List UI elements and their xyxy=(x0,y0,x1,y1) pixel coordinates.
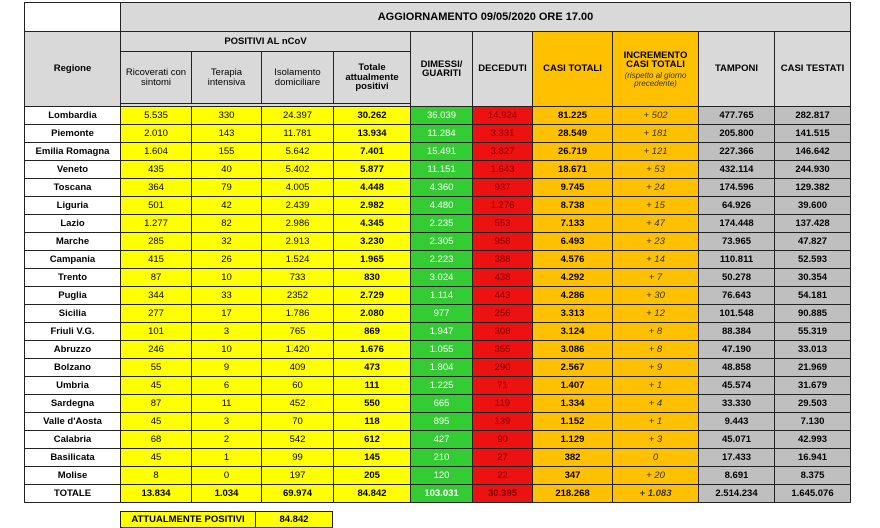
home-isolation-header: Isolamento domiciliare xyxy=(262,52,334,104)
tested-cell: 47.827 xyxy=(775,233,851,251)
swabs-cell: 64.926 xyxy=(699,197,775,215)
region-cell: Sicilia xyxy=(25,305,121,323)
intensive-cell: 2 xyxy=(192,431,262,449)
discharged-cell: 3.024 xyxy=(411,269,473,287)
table-row xyxy=(25,107,851,125)
discharged-cell: 1.947 xyxy=(411,323,473,341)
region-cell: Basilicata xyxy=(25,449,121,467)
hospitalized-header: Ricoverati con sintomi xyxy=(121,52,192,104)
intensive-cell: 79 xyxy=(192,179,262,197)
discharged-cell: 427 xyxy=(411,431,473,449)
region-cell: Toscana xyxy=(25,179,121,197)
intensive-cell: 82 xyxy=(192,215,262,233)
discharged-cell: 4.480 xyxy=(411,197,473,215)
home-isolation-cell: 452 xyxy=(262,395,334,413)
intensive-header: Terapia intensiva xyxy=(192,52,262,104)
increment-title: INCREMENTO CASI TOTALI xyxy=(623,49,688,70)
hospitalized-cell: 5.535 xyxy=(121,107,192,125)
home-isolation-cell: 1.786 xyxy=(262,305,334,323)
home-isolation-cell: 99 xyxy=(262,449,334,467)
discharged-cell: 2.305 xyxy=(411,233,473,251)
total-cases-cell: 4.292 xyxy=(533,269,613,287)
total-positive-cell: 1.965 xyxy=(334,251,411,269)
home-isolation-cell: 2.913 xyxy=(262,233,334,251)
swabs-cell: 45.071 xyxy=(699,431,775,449)
swabs-cell: 88.384 xyxy=(699,323,775,341)
intensive-cell: 143 xyxy=(192,125,262,143)
home-isolation-cell: 60 xyxy=(262,377,334,395)
hospitalized-cell: 87 xyxy=(121,395,192,413)
deceased-cell: 139 xyxy=(473,413,533,431)
swabs-cell: 101.548 xyxy=(699,305,775,323)
intensive-cell: 6 xyxy=(192,377,262,395)
increment-cell: + 1 xyxy=(613,413,699,431)
swabs-cell: 45.574 xyxy=(699,377,775,395)
tested-cell: 141.515 xyxy=(775,125,851,143)
total-positive-cell: 473 xyxy=(334,359,411,377)
table-row xyxy=(25,251,851,269)
positives-group-header: POSITIVI AL nCoV xyxy=(121,32,411,52)
home-isolation-cell: 1.420 xyxy=(262,341,334,359)
tested-cell: 146.642 xyxy=(775,143,851,161)
swabs-cell: 76.643 xyxy=(699,287,775,305)
tested-cell: 39.600 xyxy=(775,197,851,215)
deceased-cell: 388 xyxy=(473,251,533,269)
increment-cell: + 23 xyxy=(613,233,699,251)
deceased-cell: 355 xyxy=(473,341,533,359)
hospitalized-cell: 1.277 xyxy=(121,215,192,233)
deceased-cell: 3.827 xyxy=(473,143,533,161)
table-row xyxy=(25,197,851,215)
increment-cell: + 47 xyxy=(613,215,699,233)
discharged-cell: 895 xyxy=(411,413,473,431)
hospitalized-cell: 344 xyxy=(121,287,192,305)
table-row xyxy=(25,305,851,323)
header-blank xyxy=(25,3,121,32)
discharged-cell: 4.360 xyxy=(411,179,473,197)
hospitalized-cell: 45 xyxy=(121,413,192,431)
swabs-cell: 33.330 xyxy=(699,395,775,413)
discharged-cell: 15.491 xyxy=(411,143,473,161)
intensive-cell: 3 xyxy=(192,323,262,341)
tested-cell: 42.993 xyxy=(775,431,851,449)
table-row xyxy=(25,161,851,179)
increment-cell: + 502 xyxy=(613,107,699,125)
swabs-cell: 477.765 xyxy=(699,107,775,125)
total-total-cases-cell: 218.268 xyxy=(533,485,613,503)
region-cell: Emilia Romagna xyxy=(25,143,121,161)
tested-cell: 7.130 xyxy=(775,413,851,431)
tested-cell: 55.319 xyxy=(775,323,851,341)
region-cell: Lombardia xyxy=(25,107,121,125)
deceased-cell: 438 xyxy=(473,269,533,287)
discharged-cell: 120 xyxy=(411,467,473,485)
increment-cell: + 3 xyxy=(613,431,699,449)
total-cases-cell: 3.313 xyxy=(533,305,613,323)
total-cases-cell: 28.549 xyxy=(533,125,613,143)
increment-cell: + 8 xyxy=(613,341,699,359)
total-positive-cell: 830 xyxy=(334,269,411,287)
swabs-cell: 9.443 xyxy=(699,413,775,431)
increment-cell: + 8 xyxy=(613,323,699,341)
total-cases-cell: 3.124 xyxy=(533,323,613,341)
total-cases-cell: 1.129 xyxy=(533,431,613,449)
total-discharged-cell: 103.031 xyxy=(411,485,473,503)
discharged-cell: 1.225 xyxy=(411,377,473,395)
increment-cell: + 24 xyxy=(613,179,699,197)
hospitalized-cell: 1.604 xyxy=(121,143,192,161)
total-positive-cell: 4.345 xyxy=(334,215,411,233)
home-isolation-cell: 11.781 xyxy=(262,125,334,143)
total-cases-cell: 7.133 xyxy=(533,215,613,233)
intensive-cell: 26 xyxy=(192,251,262,269)
deceased-cell: 14.924 xyxy=(473,107,533,125)
total-cases-cell: 1.407 xyxy=(533,377,613,395)
home-isolation-cell: 542 xyxy=(262,431,334,449)
intensive-cell: 33 xyxy=(192,287,262,305)
swabs-cell: 174.448 xyxy=(699,215,775,233)
hospitalized-cell: 415 xyxy=(121,251,192,269)
home-isolation-cell: 765 xyxy=(262,323,334,341)
tested-cell: 282.817 xyxy=(775,107,851,125)
increment-cell: + 20 xyxy=(613,467,699,485)
home-isolation-cell: 5.642 xyxy=(262,143,334,161)
deceased-cell: 119 xyxy=(473,395,533,413)
total-total-positive-cell: 84.842 xyxy=(334,485,411,503)
table-row xyxy=(25,269,851,287)
deceased-cell: 71 xyxy=(473,377,533,395)
increment-cell: + 7 xyxy=(613,269,699,287)
home-isolation-cell: 2.986 xyxy=(262,215,334,233)
table-row xyxy=(25,125,851,143)
intensive-cell: 1 xyxy=(192,449,262,467)
swabs-header: TAMPONI xyxy=(699,32,775,107)
deceased-cell: 27 xyxy=(473,449,533,467)
hospitalized-cell: 45 xyxy=(121,449,192,467)
deceased-cell: 937 xyxy=(473,179,533,197)
total-cases-cell: 4.576 xyxy=(533,251,613,269)
total-cases-cell: 1.334 xyxy=(533,395,613,413)
region-cell: Lazio xyxy=(25,215,121,233)
tested-cell: 30.354 xyxy=(775,269,851,287)
intensive-cell: 17 xyxy=(192,305,262,323)
tested-cell: 8.375 xyxy=(775,467,851,485)
table-row xyxy=(25,467,851,485)
intensive-cell: 32 xyxy=(192,233,262,251)
deceased-cell: 290 xyxy=(473,359,533,377)
table-row xyxy=(25,323,851,341)
swabs-cell: 205.800 xyxy=(699,125,775,143)
tested-cell: 16.941 xyxy=(775,449,851,467)
total-positive-cell: 4.448 xyxy=(334,179,411,197)
increment-cell: + 53 xyxy=(613,161,699,179)
table-row xyxy=(25,215,851,233)
discharged-cell: 210 xyxy=(411,449,473,467)
table-row xyxy=(25,413,851,431)
intensive-cell: 11 xyxy=(192,395,262,413)
summary-box xyxy=(120,511,333,528)
deceased-cell: 308 xyxy=(473,323,533,341)
discharged-cell: 2.235 xyxy=(411,215,473,233)
region-cell: Veneto xyxy=(25,161,121,179)
hospitalized-cell: 8 xyxy=(121,467,192,485)
region-cell: Puglia xyxy=(25,287,121,305)
home-isolation-cell: 2.439 xyxy=(262,197,334,215)
total-positive-cell: 5.877 xyxy=(334,161,411,179)
increment-cell: + 9 xyxy=(613,359,699,377)
total-cases-cell: 6.493 xyxy=(533,233,613,251)
hospitalized-cell: 435 xyxy=(121,161,192,179)
home-isolation-cell: 197 xyxy=(262,467,334,485)
discharged-cell: 1.114 xyxy=(411,287,473,305)
total-tested-cell: 1.645.076 xyxy=(775,485,851,503)
region-cell: Abruzzo xyxy=(25,341,121,359)
total-positive-cell: 7.401 xyxy=(334,143,411,161)
total-cases-header: CASI TOTALI xyxy=(533,32,613,107)
tested-cell: 31.679 xyxy=(775,377,851,395)
region-cell: Campania xyxy=(25,251,121,269)
table-row xyxy=(25,377,851,395)
deceased-cell: 3.331 xyxy=(473,125,533,143)
hospitalized-cell: 55 xyxy=(121,359,192,377)
region-cell: Marche xyxy=(25,233,121,251)
tested-cell: 137.428 xyxy=(775,215,851,233)
discharged-header: DIMESSI/ GUARITI xyxy=(411,32,473,107)
total-cases-cell: 382 xyxy=(533,449,613,467)
home-isolation-cell: 2352 xyxy=(262,287,334,305)
total-intensive-cell: 1.034 xyxy=(192,485,262,503)
total-cases-cell: 9.745 xyxy=(533,179,613,197)
total-hospitalized-cell: 13.834 xyxy=(121,485,192,503)
tested-cell: 244.930 xyxy=(775,161,851,179)
region-cell: Valle d'Aosta xyxy=(25,413,121,431)
intensive-cell: 9 xyxy=(192,359,262,377)
table-row xyxy=(25,431,851,449)
table-row xyxy=(25,287,851,305)
region-cell: Piemonte xyxy=(25,125,121,143)
table-row xyxy=(25,341,851,359)
hospitalized-cell: 246 xyxy=(121,341,192,359)
table-row xyxy=(25,179,851,197)
total-positive-cell: 205 xyxy=(334,467,411,485)
increment-cell: + 15 xyxy=(613,197,699,215)
total-positive-cell: 118 xyxy=(334,413,411,431)
increment-cell: + 181 xyxy=(613,125,699,143)
total-positive-cell: 2.080 xyxy=(334,305,411,323)
total-home-isolation-cell: 69.974 xyxy=(262,485,334,503)
increment-cell: + 12 xyxy=(613,305,699,323)
region-cell: Trento xyxy=(25,269,121,287)
intensive-cell: 42 xyxy=(192,197,262,215)
tested-cell: 54.181 xyxy=(775,287,851,305)
home-isolation-cell: 24.397 xyxy=(262,107,334,125)
intensive-cell: 10 xyxy=(192,269,262,287)
hospitalized-cell: 2.010 xyxy=(121,125,192,143)
swabs-cell: 8.691 xyxy=(699,467,775,485)
discharged-cell: 2.223 xyxy=(411,251,473,269)
increment-cell: + 14 xyxy=(613,251,699,269)
covid-data-table xyxy=(24,2,851,503)
total-increment-cell: + 1.083 xyxy=(613,485,699,503)
home-isolation-cell: 733 xyxy=(262,269,334,287)
increment-cell: + 30 xyxy=(613,287,699,305)
total-swabs-cell: 2.514.234 xyxy=(699,485,775,503)
swabs-cell: 17.433 xyxy=(699,449,775,467)
home-isolation-cell: 4.005 xyxy=(262,179,334,197)
tested-cell: 52.593 xyxy=(775,251,851,269)
table-row xyxy=(25,143,851,161)
home-isolation-cell: 1.524 xyxy=(262,251,334,269)
update-title: AGGIORNAMENTO 09/05/2020 ORE 17.00 xyxy=(121,3,851,32)
hospitalized-cell: 68 xyxy=(121,431,192,449)
region-cell: Liguria xyxy=(25,197,121,215)
swabs-cell: 50.278 xyxy=(699,269,775,287)
region-cell: Friuli V.G. xyxy=(25,323,121,341)
increment-cell: + 1 xyxy=(613,377,699,395)
discharged-cell: 11.151 xyxy=(411,161,473,179)
total-positive-cell: 612 xyxy=(334,431,411,449)
total-positive-header: Totale attualmente positivi xyxy=(334,52,411,104)
total-cases-cell: 2.567 xyxy=(533,359,613,377)
deceased-cell: 1.643 xyxy=(473,161,533,179)
total-positive-cell: 2.729 xyxy=(334,287,411,305)
swabs-cell: 48.858 xyxy=(699,359,775,377)
intensive-cell: 3 xyxy=(192,413,262,431)
increment-cell: + 4 xyxy=(613,395,699,413)
total-cases-cell: 1.152 xyxy=(533,413,613,431)
total-row xyxy=(25,485,851,503)
total-cases-cell: 26.719 xyxy=(533,143,613,161)
tested-cell: 29.503 xyxy=(775,395,851,413)
home-isolation-cell: 5.402 xyxy=(262,161,334,179)
increment-cell: + 121 xyxy=(613,143,699,161)
summary-label: ATTUALMENTE POSITIVI xyxy=(121,512,256,528)
total-cases-cell: 81.225 xyxy=(533,107,613,125)
discharged-cell: 36.039 xyxy=(411,107,473,125)
intensive-cell: 40 xyxy=(192,161,262,179)
total-positive-cell: 1.676 xyxy=(334,341,411,359)
table-body xyxy=(25,107,851,503)
discharged-cell: 665 xyxy=(411,395,473,413)
tested-cell: 129.382 xyxy=(775,179,851,197)
swabs-cell: 47.190 xyxy=(699,341,775,359)
discharged-cell: 1.804 xyxy=(411,359,473,377)
total-positive-cell: 869 xyxy=(334,323,411,341)
deceased-cell: 1.276 xyxy=(473,197,533,215)
increment-cell: 0 xyxy=(613,449,699,467)
intensive-cell: 10 xyxy=(192,341,262,359)
total-positive-cell: 145 xyxy=(334,449,411,467)
swabs-cell: 227.366 xyxy=(699,143,775,161)
deceased-cell: 256 xyxy=(473,305,533,323)
deceased-cell: 958 xyxy=(473,233,533,251)
increment-note: (rispetto al giorno precedente) xyxy=(624,70,687,88)
tested-cell: 21.969 xyxy=(775,359,851,377)
region-cell: Umbria xyxy=(25,377,121,395)
tested-cell: 90.885 xyxy=(775,305,851,323)
region-cell: Molise xyxy=(25,467,121,485)
total-cases-cell: 347 xyxy=(533,467,613,485)
hospitalized-cell: 501 xyxy=(121,197,192,215)
total-positive-cell: 111 xyxy=(334,377,411,395)
table-row xyxy=(25,449,851,467)
deceased-cell: 90 xyxy=(473,431,533,449)
total-cases-cell: 4.286 xyxy=(533,287,613,305)
region-cell: Bolzano xyxy=(25,359,121,377)
increment-header xyxy=(613,32,699,107)
summary-value: 84.842 xyxy=(256,512,333,528)
region-cell: Sardegna xyxy=(25,395,121,413)
region-cell: Calabria xyxy=(25,431,121,449)
region-header: Regione xyxy=(25,32,121,107)
home-isolation-cell: 70 xyxy=(262,413,334,431)
intensive-cell: 155 xyxy=(192,143,262,161)
deceased-cell: 553 xyxy=(473,215,533,233)
discharged-cell: 11.284 xyxy=(411,125,473,143)
home-isolation-cell: 409 xyxy=(262,359,334,377)
total-positive-cell: 550 xyxy=(334,395,411,413)
table-row xyxy=(25,395,851,413)
intensive-cell: 330 xyxy=(192,107,262,125)
discharged-cell: 1.055 xyxy=(411,341,473,359)
total-positive-cell: 2.982 xyxy=(334,197,411,215)
hospitalized-cell: 101 xyxy=(121,323,192,341)
intensive-cell: 0 xyxy=(192,467,262,485)
table-row xyxy=(25,359,851,377)
total-deceased-cell: 30.395 xyxy=(473,485,533,503)
hospitalized-cell: 87 xyxy=(121,269,192,287)
total-positive-cell: 13.934 xyxy=(334,125,411,143)
total-positive-cell: 3.230 xyxy=(334,233,411,251)
tested-cell: 33.013 xyxy=(775,341,851,359)
deceased-cell: 22 xyxy=(473,467,533,485)
deceased-header: DECEDUTI xyxy=(473,32,533,107)
table-row xyxy=(25,233,851,251)
total-cases-cell: 8.738 xyxy=(533,197,613,215)
total-cases-cell: 18.671 xyxy=(533,161,613,179)
discharged-cell: 977 xyxy=(411,305,473,323)
hospitalized-cell: 364 xyxy=(121,179,192,197)
hospitalized-cell: 45 xyxy=(121,377,192,395)
swabs-cell: 73.965 xyxy=(699,233,775,251)
tested-header: CASI TESTATI xyxy=(775,32,851,107)
swabs-cell: 432.114 xyxy=(699,161,775,179)
swabs-cell: 110.811 xyxy=(699,251,775,269)
swabs-cell: 174.596 xyxy=(699,179,775,197)
hospitalized-cell: 285 xyxy=(121,233,192,251)
total-positive-cell: 30.262 xyxy=(334,107,411,125)
hospitalized-cell: 277 xyxy=(121,305,192,323)
deceased-cell: 443 xyxy=(473,287,533,305)
total-cases-cell: 3.086 xyxy=(533,341,613,359)
total-region-cell: TOTALE xyxy=(25,485,121,503)
